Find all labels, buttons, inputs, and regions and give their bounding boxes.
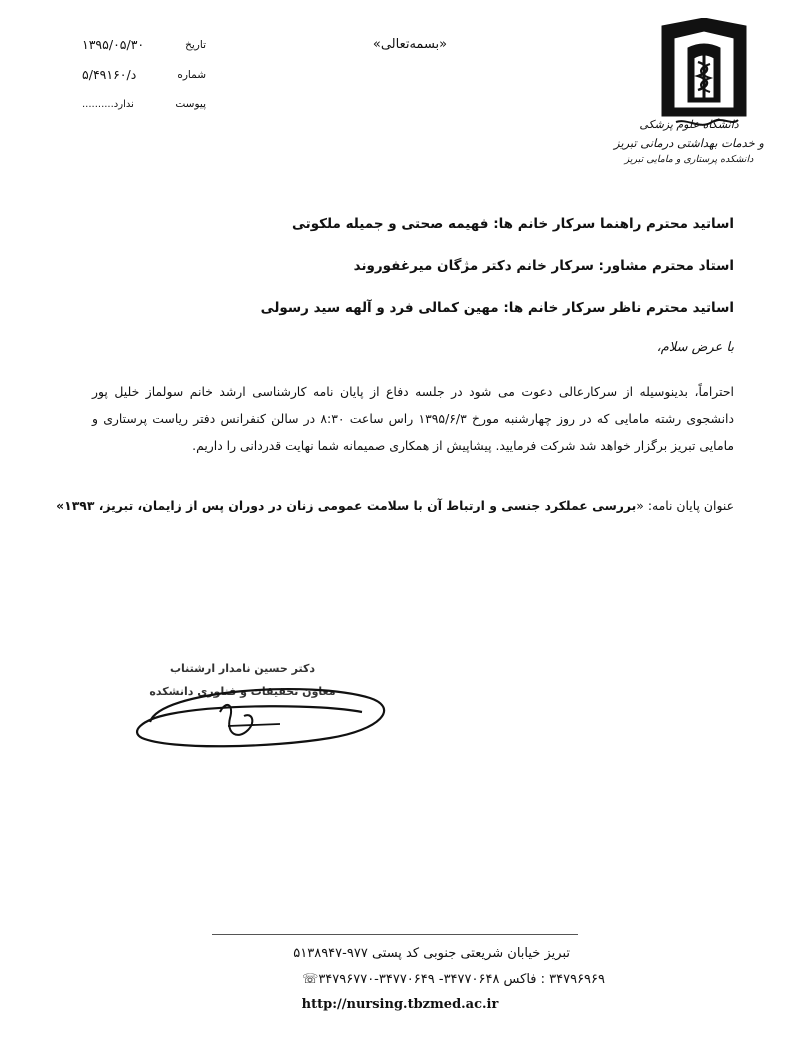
date-field xyxy=(82,37,206,57)
signatory-name: دکتر حسین نامدار ارشتناب xyxy=(170,662,315,675)
footer-phones: ۳۴۷۹۶۹۶۹ : فاکس ۳۴۷۷۰۶۴۸- ۳۴۷۷۰۶۴۹-۳۴۷۹۶۷۷۰☏ xyxy=(302,972,605,987)
number-label: شماره xyxy=(177,69,206,81)
thesis-title-label: عنوان پایان نامه: « xyxy=(636,498,734,513)
footer-website-link[interactable]: http://nursing.tbzmed.ac.ir xyxy=(301,997,499,1012)
institution-name-line2: و خدمات بهداشتی درمانی تبریز xyxy=(614,136,764,150)
handwritten-signature xyxy=(130,660,395,760)
addressee-advisors: اساتید محترم راهنما سرکار خانم ها: فهیمه صحتی و جمیله ملکوتی xyxy=(291,216,734,232)
invitation-paragraph: احتراماً، بدینوسیله از سرکارعالی دعوت می شود در جلسه دفاع از پایان نامه کارشناسی ارشد خانم سولماز خلیل پور دانشجوی رشته مامایی که در روز چهارشنبه مورخ ۱۳۹۵/۶/۳ راس ساعت ۸:۳۰ در سالن کنفرانس دفتر ریاست پرستاری و مامایی تبریز برگزار خواهد شد شرکت فرمایید. پیشاپیش از همکاری صمیمانه شما نهایت قدردانی را داریم. xyxy=(92,384,734,453)
attachment-value: ندارد.......... xyxy=(82,99,134,110)
date-label: تاریخ xyxy=(185,39,206,51)
greeting: با عرض سلام، xyxy=(656,340,734,355)
bismillah: «بسمه‌تعالی» xyxy=(372,37,448,52)
thesis-title-line xyxy=(56,498,734,513)
thesis-title-value: بررسی عملکرد جنسی و ارتباط آن با سلامت عمومی زنان در دوران پس از زایمان، تبریز، ۱۳۹۳» xyxy=(56,498,637,513)
institution-name-line3: دانشکده پرستاری و مامایی تبریز xyxy=(624,154,754,165)
signatory-role: معاون تحقیقات و فناوری دانشکده xyxy=(149,685,336,698)
attachment-label: پیوست xyxy=(175,98,206,110)
attachment-field xyxy=(82,96,206,116)
number-value: ۵/د/۴۹۱۶۰ xyxy=(82,67,137,82)
footer-address: تبریز خیابان شریعتی جنوبی کد پستی ۹۷۷-۵۱۳۸۹۴۷ xyxy=(293,946,570,961)
date-value: ۱۳۹۵/۰۵/۳۰ xyxy=(82,37,145,52)
number-field xyxy=(82,67,206,87)
footer-divider xyxy=(212,934,578,935)
institution-name-line1: دانشگاه علوم پزشکی xyxy=(639,118,739,131)
addressee-consultant: استاد محترم مشاور: سرکار خانم دکتر مژگان میرغفوروند xyxy=(353,258,734,274)
addressee-supervisors: اساتید محترم ناظر سرکار خانم ها: مهین کمالی فرد و آلهه سید رسولی xyxy=(260,300,734,316)
